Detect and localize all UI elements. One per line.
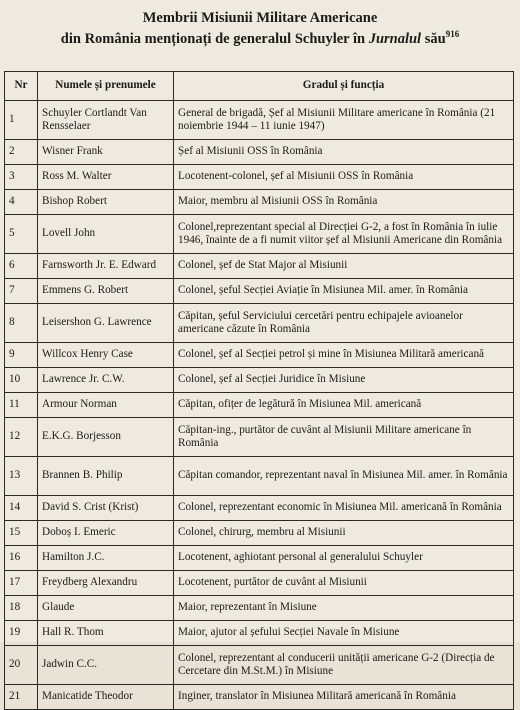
- member-function: Maior, ajutor al șefului Secției Navale în Misiune: [174, 621, 514, 646]
- row-number: 2: [5, 140, 38, 165]
- table-row: [5, 521, 514, 546]
- row-number: 9: [5, 343, 38, 368]
- table-row: [5, 254, 514, 279]
- table-row: [5, 418, 514, 457]
- member-name: Wisner Frank: [38, 140, 174, 165]
- row-number: 16: [5, 546, 38, 571]
- member-function: Colonel, reprezentant al conducerii unității americane G-2 (Direcția de Cercetare din M.St.M.) în Misiune: [174, 646, 514, 685]
- member-function: Colonel, șef al Secției Juridice în Misiune: [174, 368, 514, 393]
- member-name: Hall R. Thom: [38, 621, 174, 646]
- member-function: Colonel, șef al Secției petrol și mine în Misiunea Militară americană: [174, 343, 514, 368]
- table-row: [5, 646, 514, 685]
- row-number: 11: [5, 393, 38, 418]
- table-row: [5, 393, 514, 418]
- row-number: 13: [5, 457, 38, 496]
- row-number: 12: [5, 418, 38, 457]
- member-name: Hamilton J.C.: [38, 546, 174, 571]
- title-line-2: [0, 29, 520, 50]
- member-name: Brannen B. Philip: [38, 457, 174, 496]
- table-row: [5, 165, 514, 190]
- header-function: Gradul și funcția: [174, 72, 514, 101]
- member-name: Glaude: [38, 596, 174, 621]
- member-name: Manicatide Theodor: [38, 685, 174, 710]
- row-number: 4: [5, 190, 38, 215]
- row-number: 1: [5, 101, 38, 140]
- member-name: Lovell John: [38, 215, 174, 254]
- member-function: Șef al Misiunii OSS în România: [174, 140, 514, 165]
- member-name: Doboș I. Emeric: [38, 521, 174, 546]
- table-row: [5, 140, 514, 165]
- member-name: Leisershon G. Lawrence: [38, 304, 174, 343]
- member-name: Jadwin C.C.: [38, 646, 174, 685]
- member-name: Bishop Robert: [38, 190, 174, 215]
- table-row: [5, 571, 514, 596]
- row-number: 6: [5, 254, 38, 279]
- table-row: [5, 457, 514, 496]
- table-row: [5, 343, 514, 368]
- header-nr: Nr: [5, 72, 38, 101]
- member-function: Căpitan-ing., purtător de cuvânt al Misiunii Militare americane în România: [174, 418, 514, 457]
- member-function: Colonel, șef de Stat Major al Misiunii: [174, 254, 514, 279]
- row-number: 18: [5, 596, 38, 621]
- member-function: Colonel,reprezentant special al Direcției G-2, a fost în România în iulie 1946, înainte de a fi numit viitor șef al Misiunii Americane din România: [174, 215, 514, 254]
- member-function: Inginer, translator în Misiunea Militară americană în România: [174, 685, 514, 710]
- title-journal-italic: Jurnalul: [368, 31, 422, 47]
- title-line-1: Membrii Misiunii Militare Americane: [142, 10, 378, 26]
- row-number: 14: [5, 496, 38, 521]
- member-function: Maior, membru al Misiunii OSS în România: [174, 190, 514, 215]
- table-row: [5, 368, 514, 393]
- member-function: Locotenent-colonel, șef al Misiunii OSS în România: [174, 165, 514, 190]
- table-row: [5, 496, 514, 521]
- member-name: Lawrence Jr. C.W.: [38, 368, 174, 393]
- member-name: Schuyler Cortlandt Van Rensselaer: [38, 101, 174, 140]
- member-name: David S. Crist (Krist): [38, 496, 174, 521]
- table-row: [5, 685, 514, 710]
- member-function: Căpitan comandor, reprezentant naval în Misiunea Mil. amer. în România: [174, 457, 514, 496]
- row-number: 10: [5, 368, 38, 393]
- table-row: [5, 304, 514, 343]
- member-function: Colonel, șeful Secției Aviație în Misiunea Mil. amer. în România: [174, 279, 514, 304]
- row-number: 21: [5, 685, 38, 710]
- table-row: [5, 596, 514, 621]
- member-function: Căpitan, șeful Serviciului cercetări pentru echipajele avioanelor americane căzute în România: [174, 304, 514, 343]
- member-function: General de brigadă, Șef al Misiunii Militare americane în România (21 noiembrie 1944 – 11 iunie 1947): [174, 101, 514, 140]
- member-function: Maior, reprezentant în Misiune: [174, 596, 514, 621]
- table-body: [5, 101, 514, 710]
- member-function: Colonel, reprezentant economic în Misiunea Mil. americană în România: [174, 496, 514, 521]
- member-function: Colonel, chirurg, membru al Misiunii: [174, 521, 514, 546]
- table-row: [5, 190, 514, 215]
- table-row: [5, 215, 514, 254]
- member-name: E.K.G. Borjesson: [38, 418, 174, 457]
- member-name: Willcox Henry Case: [38, 343, 174, 368]
- footnote-marker: 916: [445, 29, 460, 40]
- table-row: [5, 279, 514, 304]
- page-title: [0, 8, 520, 50]
- row-number: 5: [5, 215, 38, 254]
- table-row: [5, 546, 514, 571]
- header-name: Numele și prenumele: [38, 72, 174, 101]
- member-name: Farnsworth Jr. E. Edward: [38, 254, 174, 279]
- member-name: Freydberg Alexandru: [38, 571, 174, 596]
- title-line-2-prefix: din România menționați de generalul Schuyler în: [60, 31, 369, 47]
- member-name: Ross M. Walter: [38, 165, 174, 190]
- row-number: 15: [5, 521, 38, 546]
- row-number: 3: [5, 165, 38, 190]
- table-row: [5, 101, 514, 140]
- member-function: Căpitan, ofițer de legătură în Misiunea Mil. americană: [174, 393, 514, 418]
- row-number: 17: [5, 571, 38, 596]
- title-line-2-suffix: său: [421, 31, 446, 47]
- member-function: Locotenent, purtător de cuvânt al Misiunii: [174, 571, 514, 596]
- member-name: Armour Norman: [38, 393, 174, 418]
- member-function: Locotenent, aghiotant personal al generalului Schuyler: [174, 546, 514, 571]
- members-table: [4, 71, 514, 710]
- member-name: Emmens G. Robert: [38, 279, 174, 304]
- row-number: 19: [5, 621, 38, 646]
- table-header-row: [5, 72, 514, 101]
- row-number: 8: [5, 304, 38, 343]
- row-number: 7: [5, 279, 38, 304]
- row-number: 20: [5, 646, 38, 685]
